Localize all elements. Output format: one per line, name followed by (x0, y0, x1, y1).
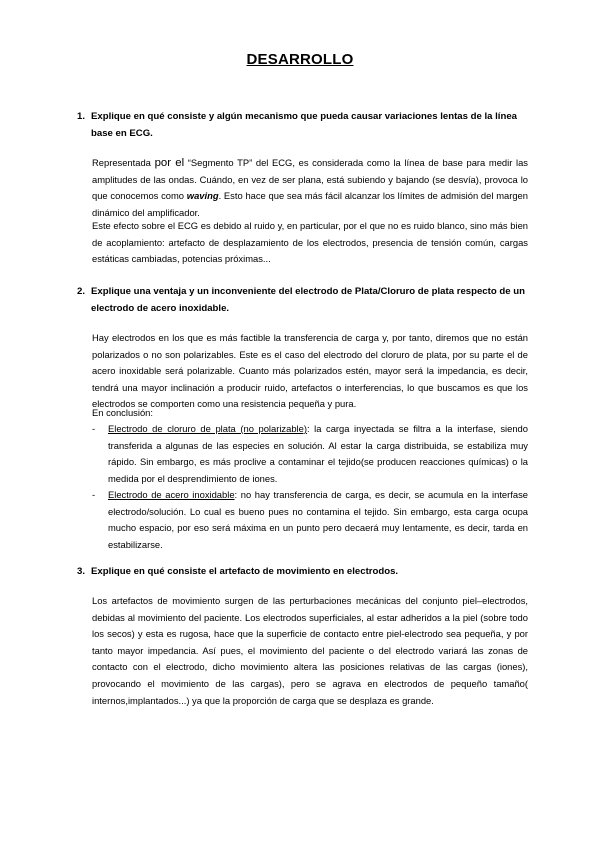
list-item-label: Electrodo de cloruro de plata (no polarizable) (108, 423, 307, 434)
page-title: DESARROLLO (246, 51, 354, 68)
answer-3-paragraph-1: Los artefactos de movimiento surgen de las perturbaciones mecánicas del conjunto piel–electrodos, debidas al movimiento del paciente. Los electrodos superficiales, al estar adheridos a la piel (sobre todo los secos) y esta es rugosa, hace que la superficie de contacto entre piel-electrodo sea pequeña, y por tanto mayor impedancia. Así pues, el movimiento del paciente o del electrodo variará las zonas de contacto con el electrodo, dicho movimiento altera las posiciones relativas de las cargas (iones), provocando el movimiento de las cargas), pero se agrava en electrodos de pequeño tamaño( internos,implantados...) ya que la proporción de carga que se desplaza es grande. (92, 595, 528, 706)
list-bullet: - (92, 489, 96, 500)
list-item-text: : la carga inyectada se filtra a la interfase, siendo transferida a algunas de las especies en solución. Al estar la carga distribuida, se estabiliza muy rápido. Sin embargo, es más proclive a contaminar el tejido(se producen reacciones químicas) o la medida por el desprendimiento de iones. (108, 423, 528, 484)
answer-1-text-e: . Esto hace que sea más fácil alcanzar los límites de admisión del margen dinámico del amplificador. (92, 190, 528, 218)
question-1 (77, 108, 532, 142)
question-1-number: 1. (77, 111, 86, 122)
question-3-number: 3. (77, 566, 86, 577)
list-item-label: Electrodo de acero inoxidable (108, 489, 235, 500)
list-bullet: - (92, 423, 96, 434)
answer-2-conclusion: En conclusión: (92, 407, 153, 418)
answer-2-list-item-2 (92, 487, 528, 553)
answer-1-text-b: por el (154, 157, 185, 169)
question-2 (77, 283, 532, 317)
answer-2-paragraph-1: Hay electrodos en los que es más factible la transferencia de carga y, por tanto, diremos que no están polarizados o no son polarizables. Este es el caso del electrodo del cloruro de plata, por su parte el de acero inoxidable será polarizable. Cuanto más polarizados estén, mayor será la impedancia, es decir, tendrá una mayor inclinación a producir ruido, artefactos o interferencias, lo que buscamos es que los electrodos se comporten como una resistencia pequeña y pura. (92, 332, 528, 410)
question-2-text: Explique una ventaja y un inconveniente del electrodo de Plata/Cloruro de plata respecto de un electrodo de acero inoxidable. (91, 286, 525, 314)
question-2-number: 2. (77, 286, 86, 297)
question-3-text: Explique en qué consiste el artefacto de movimiento en electrodos. (91, 566, 399, 577)
list-item-text: : no hay transferencia de carga, es decir, se acumula en la interfase electrodo/solución. Lo cual es bueno pues no contamina el tejido. Sin embargo, esta carga ocupa mucho espacio, por eso será máxima en un punto pero decaerá muy lentamente, es decir, tarda en estabilizarse. (108, 489, 528, 550)
list-item-body (108, 487, 528, 553)
answer-1-paragraph-2: Este efecto sobre el ECG es debido al ruido y, en particular, por el que no es ruido blanco, sino más bien de acoplamiento: artefacto de desplazamiento de los electrodos, presencia de tensión común, cargas estáticas cambiadas, potencias próximas... (92, 220, 528, 265)
answer-1-paragraph-1 (92, 155, 528, 221)
list-item-body (108, 421, 528, 487)
answer-1-text-a: Representada (92, 157, 155, 168)
answer-1-text-c: “Segmento TP” del ECG, es considerada como la línea de base para medir las amplitudes de las ondas. Cuándo, en vez de ser plana, está subiendo y bajando (se desvía), provoca lo que conocemos como (92, 157, 528, 202)
question-3 (77, 563, 532, 580)
answer-2-list-item-1 (92, 421, 528, 487)
question-1-text: Explique en qué consiste y algún mecanismo que pueda causar variaciones lentas de la línea base en ECG. (91, 111, 518, 139)
answer-1-waving: waving (186, 190, 219, 202)
